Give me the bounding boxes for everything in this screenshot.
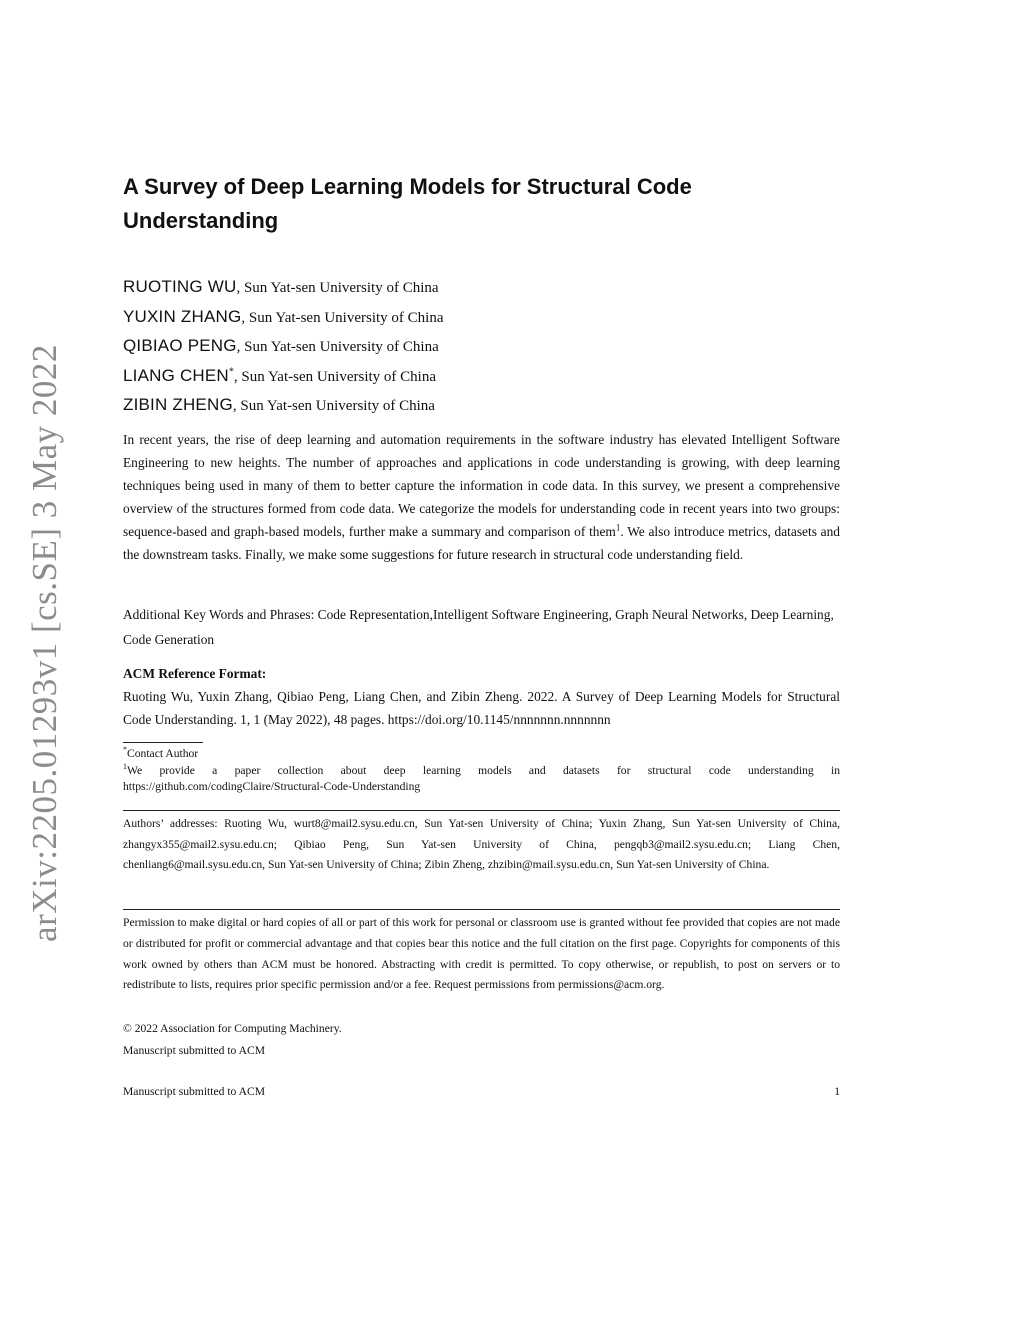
footnote-mark: 1	[123, 761, 127, 771]
author-affiliation: Sun Yat-sen University of China	[244, 339, 439, 355]
author-list	[123, 272, 840, 420]
author-addresses: Authors’ addresses: Ruoting Wu, wurt8@mail2.sysu.edu.cn, Sun Yat-sen University of China; Yuxin Zhang, Sun Yat-sen University of China, zhangyx355@mail2.sysu.edu.cn; Qibiao Peng, Sun Yat-sen University of China, pengqb3@mail2.sysu.edu.cn; Liang Chen, chenliang6@mail.sysu.edu.cn, Sun Yat-sen University of China; Zibin Zheng, zhzibin@mail.sysu.edu.cn, Sun Yat-sen University of China.	[123, 817, 840, 872]
author-mark: *	[228, 366, 234, 378]
keywords: Additional Key Words and Phrases: Code Representation,Intelligent Software Engineering, Graph Neural Networks, Deep Learning, Code Generation	[123, 607, 834, 647]
paper-title: A Survey of Deep Learning Models for Structural Code Understanding	[123, 174, 692, 233]
author-name: LIANG CHEN	[123, 365, 229, 385]
author-affiliation: Sun Yat-sen University of China	[240, 398, 435, 414]
author-entry: RUOTING WU, Sun Yat-sen University of China	[123, 277, 439, 296]
footnote-contact	[123, 746, 840, 763]
author-name: YUXIN ZHANG	[123, 306, 242, 326]
footnote-1-text: We provide a paper collection about deep learning models and datasets for structural code understanding in	[127, 763, 840, 777]
author-name: RUOTING WU	[123, 277, 237, 296]
footnote-1	[123, 763, 840, 780]
author-name: QIBIAO PENG	[123, 336, 237, 355]
footnote-1-link[interactable]: https://github.com/codingClaire/Structural-Code-Understanding	[123, 780, 421, 793]
author-entry: LIANG CHEN*, Sun Yat-sen University of China	[123, 365, 437, 385]
author-entry: QIBIAO PENG, Sun Yat-sen University of China	[123, 336, 439, 355]
arxiv-identifier-text: arXiv:2205.01293v1 [cs.SE] 3 May 2022	[25, 344, 65, 942]
author-affiliation: Sun Yat-sen University of China	[241, 368, 437, 385]
acm-reference-text: Ruoting Wu, Yuxin Zhang, Qibiao Peng, Liang Chen, and Zibin Zheng. 2022. A Survey of Deep Learning Models for Structural Code Understanding. 1, 1 (May 2022), 48 pages. https://doi.org/10.1145/nnnnnnn.nnnnnnn	[123, 689, 840, 727]
footnote-contact-text: Contact Author	[127, 747, 199, 760]
addresses-divider	[123, 810, 840, 811]
acm-reference	[123, 663, 840, 731]
footnote-divider	[123, 742, 203, 743]
abstract	[123, 428, 840, 566]
author-entry: ZIBIN ZHENG, Sun Yat-sen University of China	[123, 395, 435, 414]
author-affiliation: Sun Yat-sen University of China	[243, 280, 439, 296]
abstract-text: In recent years, the rise of deep learning and automation requirements in the software industry has elevated Intelligent Software Engineering to new heights. The number of approaches and applications in code understanding is growing, with deep learning techniques being used in many of them to better capture the information in code data. In this survey, we present a comprehensive overview of the structures formed from code data. We categorize the models for understanding code in recent years into two groups: sequence-based and graph-based models, further make a summary and comparison of them	[123, 432, 840, 539]
copyright-notice: © 2022 Association for Computing Machinery.	[123, 1022, 342, 1035]
arxiv-identifier-stamp	[20, 344, 70, 942]
author-affiliation: Sun Yat-sen University of China	[248, 309, 444, 326]
footer-venue: Manuscript submitted to ACM	[123, 1085, 266, 1098]
author-entry: YUXIN ZHANG, Sun Yat-sen University of China	[123, 306, 444, 326]
submission-notice: Manuscript submitted to ACM	[123, 1044, 266, 1057]
acm-reference-heading: ACM Reference Format:	[123, 666, 267, 681]
footnote-ref-1[interactable]: 1	[615, 522, 621, 533]
page-number: 1	[834, 1085, 840, 1098]
footnote-mark: *	[123, 745, 127, 755]
abstract-text-continued: . We also introduce metrics, datasets and the downstream tasks. Finally, we make some suggestions for future research in structural code understanding field.	[123, 524, 841, 562]
author-name: ZIBIN ZHENG	[123, 395, 233, 414]
permissions-divider	[123, 909, 840, 910]
permissions-notice: Permission to make digital or hard copies of all or part of this work for personal or classroom use is granted without fee provided that copies are not made or distributed for profit or commercial advantage and that copies bear this notice and the full citation on the first page. Copyrights for components of this work owned by others than ACM must be honored. Abstracting with credit is permitted. To copy otherwise, or republish, to post on servers or to redistribute to lists, requires prior specific permission and/or a fee. Request permissions from permissions@acm.org.	[123, 916, 840, 992]
footnotes	[123, 746, 840, 796]
